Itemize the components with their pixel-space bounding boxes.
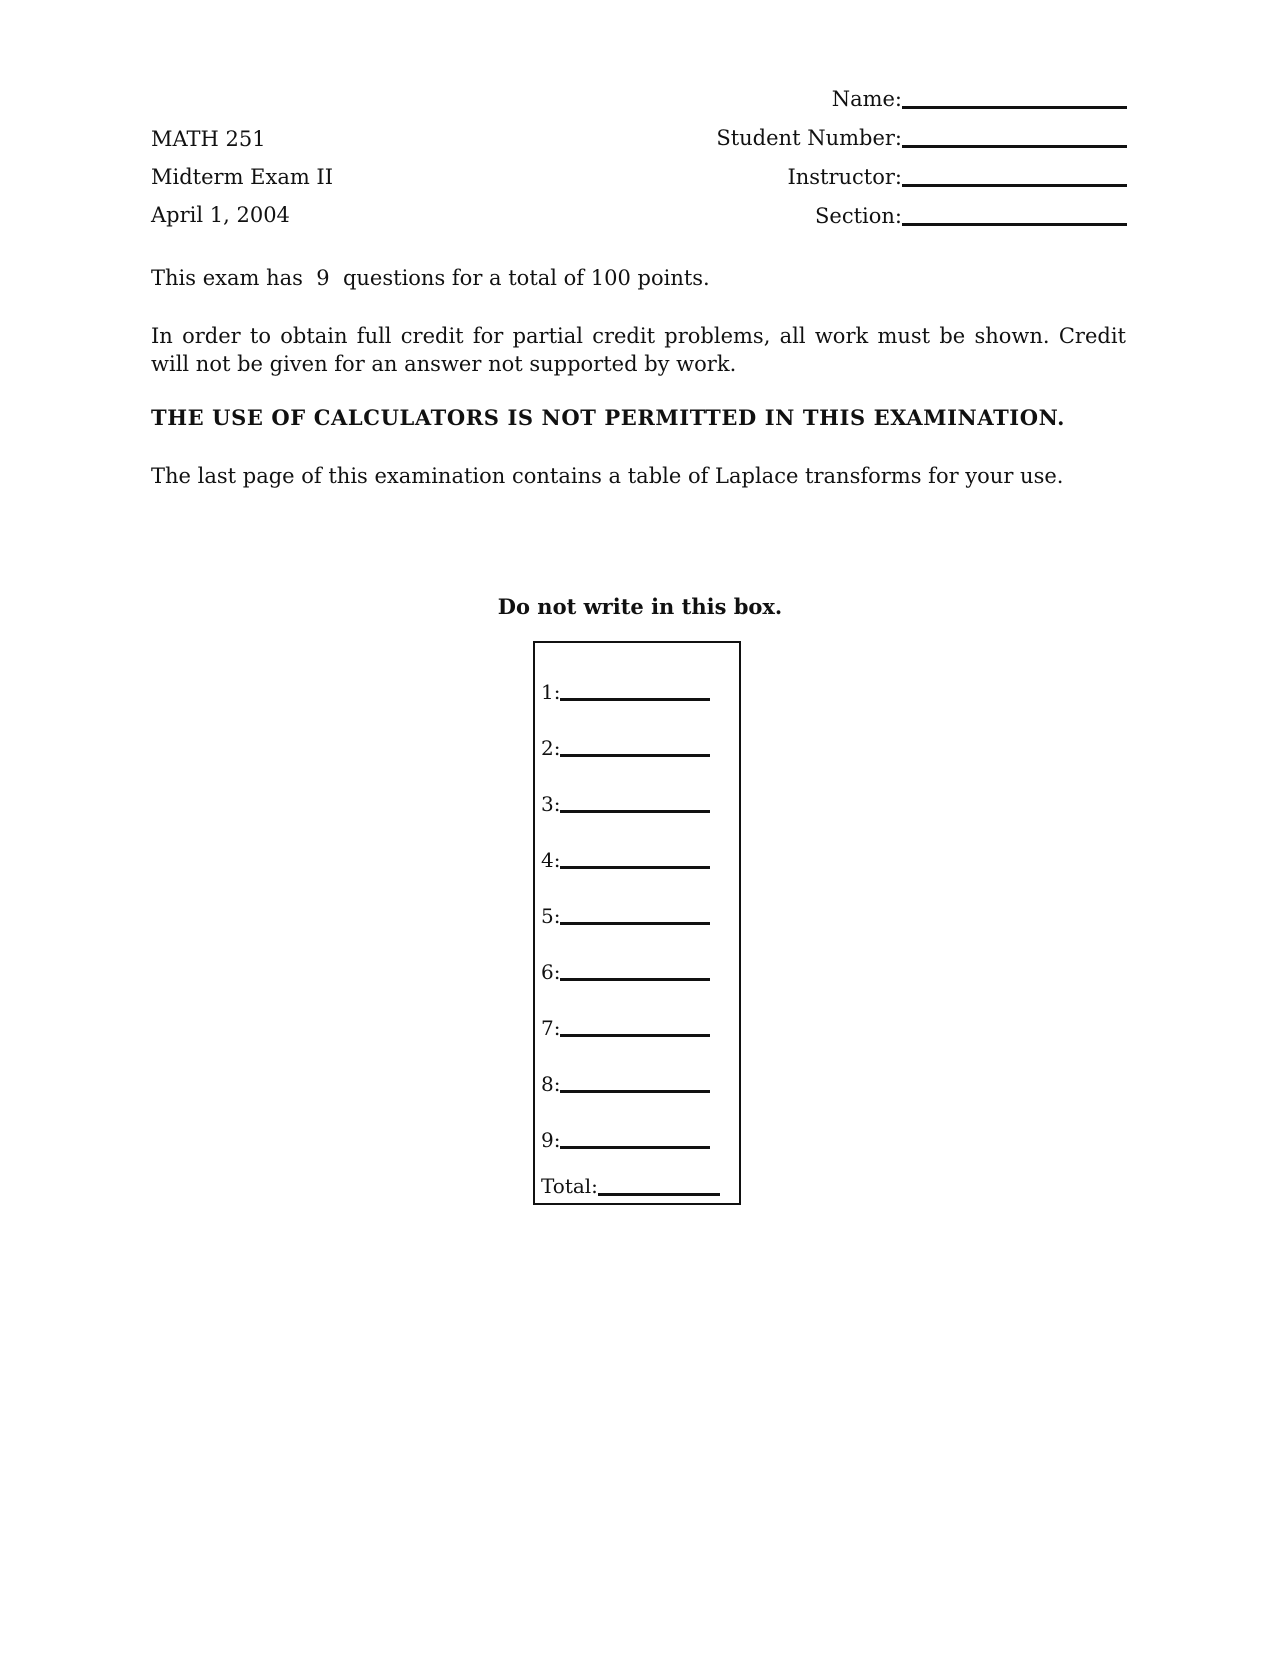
score-row-2[interactable] [541, 733, 710, 763]
score-box [533, 641, 741, 1205]
score-row-label: 8: [541, 1072, 561, 1096]
score-row-label: 6: [541, 960, 561, 984]
score-row-5[interactable] [541, 901, 710, 931]
credit-instructions: In order to obtain full credit for partial credit problems, all work must be shown. Credit will not be given for an answer not supported by work. [151, 324, 1126, 376]
score-row-label: 2: [541, 736, 561, 760]
score-blank-line[interactable] [560, 810, 710, 813]
student-number-field[interactable] [716, 119, 1127, 158]
score-row-3[interactable] [541, 789, 710, 819]
exam-date: April 1, 2004 [151, 203, 290, 227]
score-row-label: 3: [541, 792, 561, 816]
score-blank-line[interactable] [560, 1034, 710, 1037]
score-row-label: 4: [541, 848, 561, 872]
score-row-total[interactable] [541, 1171, 720, 1201]
score-box-title [0, 594, 1280, 619]
score-row-6[interactable] [541, 957, 710, 987]
score-blank-line[interactable] [560, 978, 710, 981]
laplace-note: The last page of this examination contains a table of Laplace transforms for your use. [151, 464, 1064, 488]
name-field[interactable] [716, 80, 1127, 119]
score-row-label: 7: [541, 1016, 561, 1040]
score-blank-line[interactable] [560, 922, 710, 925]
section-blank-line[interactable] [902, 223, 1127, 226]
score-box-title-text: Do not write in this box. [497, 594, 783, 619]
score-row-label: 9: [541, 1128, 561, 1152]
student-number-label: Student Number: [716, 126, 902, 150]
calculator-notice: THE USE OF CALCULATORS IS NOT PERMITTED IN THIS EXAMINATION. [151, 405, 1065, 430]
total-label: Total: [541, 1174, 598, 1198]
score-row-9[interactable] [541, 1125, 710, 1155]
score-blank-line[interactable] [560, 754, 710, 757]
student-number-blank-line[interactable] [902, 145, 1127, 148]
score-row-8[interactable] [541, 1069, 710, 1099]
score-blank-line[interactable] [560, 1090, 710, 1093]
score-row-1[interactable] [541, 677, 710, 707]
instructor-field[interactable] [716, 158, 1127, 197]
course-info [151, 120, 333, 234]
total-blank-line[interactable] [598, 1193, 720, 1196]
score-row-label: 5: [541, 904, 561, 928]
score-blank-line[interactable] [560, 698, 710, 701]
score-row-label: 1: [541, 680, 561, 704]
name-label: Name: [831, 87, 902, 111]
section-label: Section: [815, 204, 902, 228]
course-code: MATH 251 [151, 127, 266, 151]
name-blank-line[interactable] [902, 106, 1127, 109]
instructor-label: Instructor: [787, 165, 902, 189]
instructor-blank-line[interactable] [902, 184, 1127, 187]
score-row-4[interactable] [541, 845, 710, 875]
exam-title: Midterm Exam II [151, 165, 334, 189]
score-row-7[interactable] [541, 1013, 710, 1043]
section-field[interactable] [716, 197, 1127, 236]
exam-summary: This exam has 9 questions for a total of 100 points. [151, 266, 710, 290]
score-blank-line[interactable] [560, 1146, 710, 1149]
score-blank-line[interactable] [560, 866, 710, 869]
student-fields [716, 80, 1127, 236]
